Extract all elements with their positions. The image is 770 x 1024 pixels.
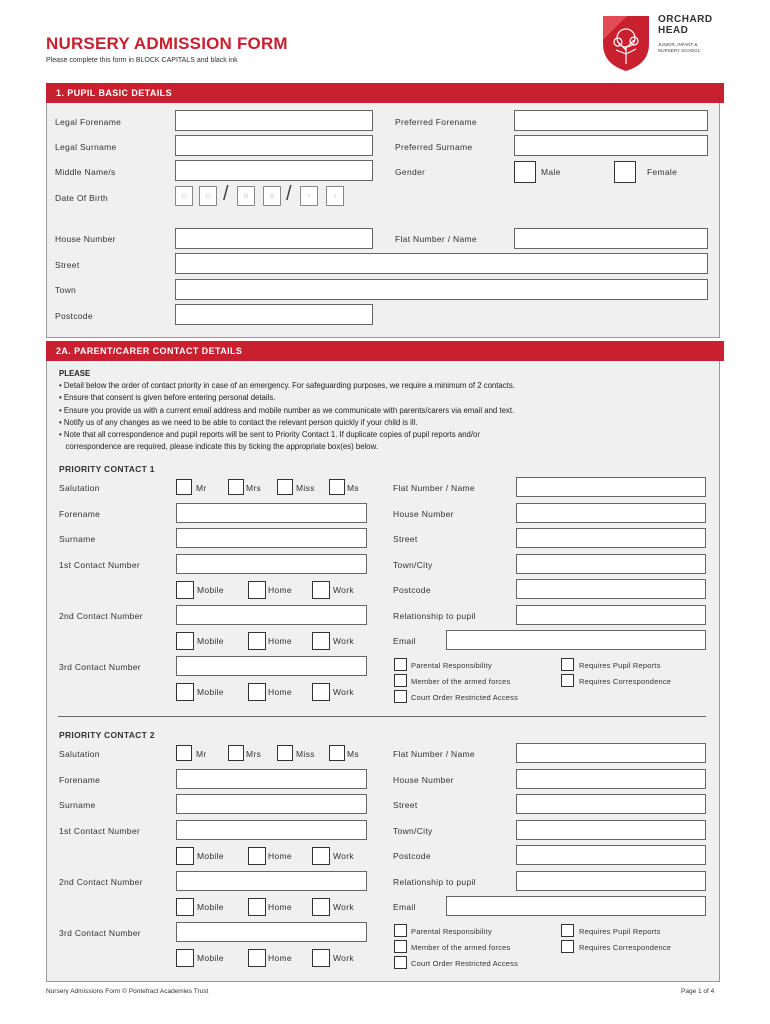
contact-2-c2-home-checkbox[interactable] bbox=[248, 898, 266, 916]
contact-1-c1-work-checkbox[interactable] bbox=[312, 581, 330, 599]
instruction-line: • Ensure you provide us with a current email address and mobile number as we communicate with parents/carers via email and text. bbox=[59, 405, 515, 415]
gender-label: Gender bbox=[395, 167, 426, 177]
contact-1-c2-mobile-checkbox[interactable] bbox=[176, 632, 194, 650]
contact-1-c1-mobile-checkbox[interactable] bbox=[176, 581, 194, 599]
contact-2-c2-mobile-label: Mobile bbox=[197, 902, 224, 912]
flat-number-input[interactable] bbox=[514, 228, 708, 249]
contact-2-postcode-input[interactable] bbox=[516, 845, 706, 865]
contact-1-ms-label: Ms bbox=[347, 483, 359, 493]
contact-2-forename-label: Forename bbox=[59, 775, 101, 785]
orchard-head-logo bbox=[597, 14, 655, 72]
legal-forename-input[interactable] bbox=[175, 110, 373, 131]
contact-2-c1-work-checkbox[interactable] bbox=[312, 847, 330, 865]
contact-divider bbox=[58, 716, 706, 717]
contact-2-correspondence-checkbox[interactable] bbox=[561, 940, 574, 953]
contact-1-c2-home-label: Home bbox=[268, 636, 292, 646]
contact-1-c1-mobile-label: Mobile bbox=[197, 585, 224, 595]
house-number-input[interactable] bbox=[175, 228, 373, 249]
contact-2-contact1-input[interactable] bbox=[176, 820, 367, 840]
legal-forename-label: Legal Forename bbox=[55, 117, 122, 127]
footer-page-number: Page 1 of 4 bbox=[681, 988, 715, 995]
contact-1-street-label: Street bbox=[393, 534, 418, 544]
contact-2-street-label: Street bbox=[393, 800, 418, 810]
contact-2-flat-input[interactable] bbox=[516, 743, 706, 763]
contact-2-contact2-input[interactable] bbox=[176, 871, 367, 891]
contact-1-court-checkbox[interactable] bbox=[394, 690, 407, 703]
contact-2-c2-work-label: Work bbox=[333, 902, 354, 912]
contact-2-reports-checkbox[interactable] bbox=[561, 924, 574, 937]
flat-number-label: Flat Number / Name bbox=[395, 234, 477, 244]
contact-1-c3-work-label: Work bbox=[333, 687, 354, 697]
contact-2-armed-checkbox[interactable] bbox=[394, 940, 407, 953]
instruction-line: • Notify us of any changes as we need to be able to contact the relevant person quickly if your child is ill. bbox=[59, 417, 418, 427]
contact-2-c2-home-label: Home bbox=[268, 902, 292, 912]
contact-2-email-label: Email bbox=[393, 902, 416, 912]
instruction-line: • Note that all correspondence and pupil reports will be sent to Priority Contact 1. If duplicate copies of pupil reports and/or bbox=[59, 430, 480, 440]
contact-1-ms-checkbox[interactable] bbox=[329, 479, 345, 495]
contact-2-surname-input[interactable] bbox=[176, 794, 367, 814]
preferred-surname-input[interactable] bbox=[514, 135, 708, 156]
contact-2-c1-mobile-checkbox[interactable] bbox=[176, 847, 194, 865]
contact-2-c2-mobile-checkbox[interactable] bbox=[176, 898, 194, 916]
contact-2-parental-label: Parental Responsibility bbox=[411, 927, 492, 936]
contact-1-salutation-label: Salutation bbox=[59, 483, 100, 493]
postcode-label: Postcode bbox=[55, 311, 93, 321]
contact-2-armed-label: Member of the armed forces bbox=[411, 943, 511, 952]
contact-2-court-label: Court Order Restricted Access bbox=[411, 959, 519, 968]
contact-1-reports-label: Requires Pupil Reports bbox=[579, 661, 661, 670]
contact-1-mr-label: Mr bbox=[196, 483, 207, 493]
contact-1-town-input[interactable] bbox=[516, 554, 706, 574]
gender-male-checkbox[interactable] bbox=[514, 161, 536, 183]
form-title: NURSERY ADMISSION FORM bbox=[46, 34, 288, 53]
contact-1-contact3-input[interactable] bbox=[176, 656, 367, 676]
dob-separator: / bbox=[223, 183, 229, 205]
contact-1-miss-label: Miss bbox=[296, 483, 315, 493]
instruction-line: • Detail below the order of contact priority in case of an emergency. For safeguarding purposes, we require a minimum of 2 contacts. bbox=[59, 381, 515, 391]
contact-1-correspondence-checkbox[interactable] bbox=[561, 674, 574, 687]
contact-1-miss-checkbox[interactable] bbox=[277, 479, 293, 495]
contact-2-c3-home-checkbox[interactable] bbox=[248, 949, 266, 967]
contact-2-forename-input[interactable] bbox=[176, 769, 367, 789]
contact-1-c1-home-checkbox[interactable] bbox=[248, 581, 266, 599]
contact-2-email-input[interactable] bbox=[446, 896, 706, 916]
middle-names-label: Middle Name/s bbox=[55, 167, 116, 177]
preferred-forename-label: Preferred Forename bbox=[395, 117, 477, 127]
instruction-line: • Ensure that consent is given before entering personal details. bbox=[59, 393, 276, 403]
instructions-block bbox=[59, 368, 709, 453]
contact-1-c3-home-label: Home bbox=[268, 687, 292, 697]
contact-2-mrs-label: Mrs bbox=[246, 749, 262, 759]
contact-1-email-label: Email bbox=[393, 636, 416, 646]
contact-1-c3-work-checkbox[interactable] bbox=[312, 683, 330, 701]
contact-1-flat-label: Flat Number / Name bbox=[393, 483, 475, 493]
contact-1-c3-mobile-checkbox[interactable] bbox=[176, 683, 194, 701]
contact-2-mrs-checkbox[interactable] bbox=[228, 745, 244, 761]
contact-1-contact3-label: 3rd Contact Number bbox=[59, 662, 141, 672]
contact-1-c3-home-checkbox[interactable] bbox=[248, 683, 266, 701]
town-label: Town bbox=[55, 285, 77, 295]
contact-1-street-input[interactable] bbox=[516, 528, 706, 548]
dob-year-2[interactable]: Y bbox=[326, 186, 344, 206]
contact-2-ms-label: Ms bbox=[347, 749, 359, 759]
contact-2-miss-checkbox[interactable] bbox=[277, 745, 293, 761]
contact-2-parental-checkbox[interactable] bbox=[394, 924, 407, 937]
contact-2-contact3-input[interactable] bbox=[176, 922, 367, 942]
dob-separator: / bbox=[286, 183, 292, 205]
section-1-heading: 1. PUPIL BASIC DETAILS bbox=[46, 83, 720, 103]
contact-2-mr-label: Mr bbox=[196, 749, 207, 759]
dob-month-2[interactable]: M bbox=[263, 186, 281, 206]
contact-1-surname-label: Surname bbox=[59, 534, 96, 544]
contact-1-house-label: House Number bbox=[393, 509, 454, 519]
contact-1-contact2-label: 2nd Contact Number bbox=[59, 611, 143, 621]
contact-2-c2-work-checkbox[interactable] bbox=[312, 898, 330, 916]
street-input[interactable] bbox=[175, 253, 708, 274]
contact-1-heading: PRIORITY CONTACT 1 bbox=[59, 464, 155, 474]
contact-1-town-label: Town/City bbox=[393, 560, 433, 570]
contact-2-postcode-label: Postcode bbox=[393, 851, 431, 861]
contact-1-c2-work-label: Work bbox=[333, 636, 354, 646]
legal-surname-label: Legal Surname bbox=[55, 142, 117, 152]
contact-1-house-input[interactable] bbox=[516, 503, 706, 523]
gender-male-label: Male bbox=[541, 167, 561, 177]
form-subtitle: Please complete this form in BLOCK CAPITALS and black ink bbox=[46, 57, 238, 64]
contact-2-ms-checkbox[interactable] bbox=[329, 745, 345, 761]
contact-2-town-input[interactable] bbox=[516, 820, 706, 840]
dob-year-1[interactable]: Y bbox=[300, 186, 318, 206]
contact-1-parental-label: Parental Responsibility bbox=[411, 661, 492, 670]
contact-2-court-checkbox[interactable] bbox=[394, 956, 407, 969]
contact-2-c1-home-checkbox[interactable] bbox=[248, 847, 266, 865]
contact-1-c3-mobile-label: Mobile bbox=[197, 687, 224, 697]
logo-subtitle: JUNIOR, INFANT & NURSERY SCHOOL bbox=[658, 42, 701, 53]
contact-1-relationship-input[interactable] bbox=[516, 605, 706, 625]
gender-female-checkbox[interactable] bbox=[614, 161, 636, 183]
contact-1-contact1-input[interactable] bbox=[176, 554, 367, 574]
contact-1-forename-input[interactable] bbox=[176, 503, 367, 523]
section-2a-heading: 2A. PARENT/CARER CONTACT DETAILS bbox=[46, 341, 720, 361]
gender-female-label: Female bbox=[647, 167, 678, 177]
dob-day-1[interactable]: D bbox=[175, 186, 193, 206]
contact-1-correspondence-label: Requires Correspondence bbox=[579, 677, 672, 686]
contact-2-c1-work-label: Work bbox=[333, 851, 354, 861]
house-number-label: House Number bbox=[55, 234, 116, 244]
contact-2-house-label: House Number bbox=[393, 775, 454, 785]
contact-1-postcode-label: Postcode bbox=[393, 585, 431, 595]
dob-label: Date Of Birth bbox=[55, 193, 109, 203]
dob-month-1[interactable]: M bbox=[237, 186, 255, 206]
contact-1-armed-label: Member of the armed forces bbox=[411, 677, 511, 686]
contact-2-relationship-input[interactable] bbox=[516, 871, 706, 891]
contact-2-reports-label: Requires Pupil Reports bbox=[579, 927, 661, 936]
contact-1-contact1-label: 1st Contact Number bbox=[59, 560, 140, 570]
contact-2-house-input[interactable] bbox=[516, 769, 706, 789]
contact-1-contact2-input[interactable] bbox=[176, 605, 367, 625]
legal-surname-input[interactable] bbox=[175, 135, 373, 156]
contact-2-correspondence-label: Requires Correspondence bbox=[579, 943, 672, 952]
contact-2-contact1-label: 1st Contact Number bbox=[59, 826, 140, 836]
contact-2-salutation-label: Salutation bbox=[59, 749, 100, 759]
contact-1-email-input[interactable] bbox=[446, 630, 706, 650]
contact-2-c3-work-label: Work bbox=[333, 953, 354, 963]
contact-2-heading: PRIORITY CONTACT 2 bbox=[59, 730, 155, 740]
middle-names-input[interactable] bbox=[175, 160, 373, 181]
contact-1-mrs-label: Mrs bbox=[246, 483, 262, 493]
contact-1-mr-checkbox[interactable] bbox=[176, 479, 192, 495]
contact-2-contact2-label: 2nd Contact Number bbox=[59, 877, 143, 887]
contact-2-c1-mobile-label: Mobile bbox=[197, 851, 224, 861]
contact-2-street-input[interactable] bbox=[516, 794, 706, 814]
preferred-surname-label: Preferred Surname bbox=[395, 142, 473, 152]
street-label: Street bbox=[55, 260, 80, 270]
dob-day-2[interactable]: D bbox=[199, 186, 217, 206]
logo-name: ORCHARD HEAD bbox=[658, 14, 713, 36]
contact-1-court-label: Court Order Restricted Access bbox=[411, 693, 519, 702]
contact-1-surname-input[interactable] bbox=[176, 528, 367, 548]
contact-2-c1-home-label: Home bbox=[268, 851, 292, 861]
preferred-forename-input[interactable] bbox=[514, 110, 708, 131]
contact-1-flat-input[interactable] bbox=[516, 477, 706, 497]
town-input[interactable] bbox=[175, 279, 708, 300]
contact-2-c3-mobile-label: Mobile bbox=[197, 953, 224, 963]
instructions-please: PLEASE bbox=[59, 369, 91, 378]
contact-1-postcode-input[interactable] bbox=[516, 579, 706, 599]
contact-1-c2-mobile-label: Mobile bbox=[197, 636, 224, 646]
footer-copyright: Nursery Admissions Form © Pontefract Academies Trust bbox=[46, 988, 209, 995]
contact-2-town-label: Town/City bbox=[393, 826, 433, 836]
contact-2-c3-mobile-checkbox[interactable] bbox=[176, 949, 194, 967]
contact-2-contact3-label: 3rd Contact Number bbox=[59, 928, 141, 938]
contact-1-reports-checkbox[interactable] bbox=[561, 658, 574, 671]
contact-1-c2-work-checkbox[interactable] bbox=[312, 632, 330, 650]
contact-2-miss-label: Miss bbox=[296, 749, 315, 759]
contact-2-flat-label: Flat Number / Name bbox=[393, 749, 475, 759]
contact-2-c3-work-checkbox[interactable] bbox=[312, 949, 330, 967]
contact-1-relationship-label: Relationship to pupil bbox=[393, 611, 476, 621]
contact-1-forename-label: Forename bbox=[59, 509, 101, 519]
contact-1-c2-home-checkbox[interactable] bbox=[248, 632, 266, 650]
contact-1-c1-home-label: Home bbox=[268, 585, 292, 595]
contact-1-mrs-checkbox[interactable] bbox=[228, 479, 244, 495]
instruction-line: correspondence are required, please indicate this by ticking the appropriate box(es) below. bbox=[59, 442, 378, 452]
contact-2-relationship-label: Relationship to pupil bbox=[393, 877, 476, 887]
postcode-input[interactable] bbox=[175, 304, 373, 325]
contact-1-parental-checkbox[interactable] bbox=[394, 658, 407, 671]
contact-2-c3-home-label: Home bbox=[268, 953, 292, 963]
contact-1-c1-work-label: Work bbox=[333, 585, 354, 595]
contact-2-mr-checkbox[interactable] bbox=[176, 745, 192, 761]
contact-2-surname-label: Surname bbox=[59, 800, 96, 810]
contact-1-armed-checkbox[interactable] bbox=[394, 674, 407, 687]
